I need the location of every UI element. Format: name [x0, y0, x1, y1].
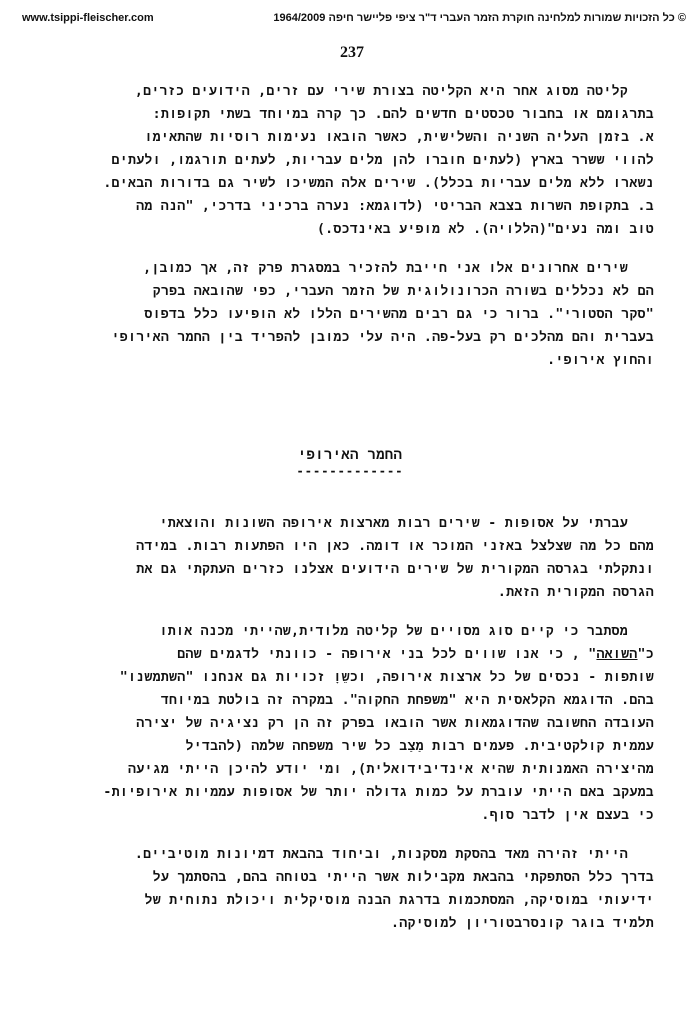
- text-line: שירים אחרונים אלו אני חייבת להזכיר במסגרת פרק זה, אך כמובן,: [143, 261, 628, 276]
- text-line: עברתי על אסופות - שירים רבות מארצות אירופה השונות והוצאתי: [159, 516, 628, 531]
- text-line: במעקב באם הייתי עוברת על כמות גדולה יותר של אסופות עממיות אירופיות-: [103, 785, 654, 800]
- section-heading-underline: -------------: [296, 464, 404, 478]
- text-line: ונתקלתי בגרסה המקורית של שירים הידועים אצלנו כזרים העתקתי גם את: [136, 562, 654, 577]
- text-line: העובדה החשובה שהדוגמאות אשר הובאו בפרק זה הן רק נציגיה של יצירה: [136, 716, 654, 731]
- text-line: בהם. הדוגמא הקלאסית היא "משפחת החקוה". במקרה זה בולטת במיוחד: [160, 693, 654, 708]
- paragraph-1: [46, 80, 654, 241]
- text-line: הגרסה המקורית הזאת.: [497, 585, 654, 600]
- text-line: "סקר הסטורי". ברור כי גם רבים מהשירים הללו לא הופיעו כלל בדפוס: [144, 307, 654, 322]
- text-line: ב. בתקופת השרות בצבא הבריטי (לדוגמא: נערה ברכיני בדרכי, "הנה מה: [136, 199, 654, 214]
- paragraph-5: [46, 843, 654, 935]
- text-line: שותפות - נכסים של כל ארצות אירופה, וכשֵוָ זכויות גם אנחנו "השתמשנו": [119, 670, 654, 685]
- text-line: עממית קולקטיבית. פעמים רבות מַצַב כל שיר משפחה שלמה (להבדיל: [185, 739, 654, 754]
- document-body: [46, 80, 654, 935]
- page-header: [0, 0, 700, 30]
- text-line: [46, 643, 654, 666]
- copyright-notice: © כל הזכויות שמורות למלחינה חוקרת הזמר העברי ד"ר ציפי פליישר חיפה 1964/2009: [273, 12, 686, 24]
- text-line: מסתבר כי קיים סוג מסויים של קליטה מלודית,שהייתי מכנה אותו: [159, 624, 628, 639]
- text-line: קליטה מסוג אחר היא הקליטה בצורת שירי עם זרים, הידועים כזרים,: [134, 84, 628, 99]
- text-line: ידיעותי במוסיקה, המסתכמות בדרגת הבנה מוסיקלית ויכולת נתוחית של: [144, 893, 654, 908]
- text-line: תלמיד בוגר קונסרבטוריון למוסיקה.: [391, 916, 654, 931]
- text-line: נשארו ללא מלים עבריות בכלל). שירים אלה המשיכו לשיר גם בדורות הבאים.: [103, 176, 654, 191]
- text-line: בעברית והם מהלכים רק בעל-פה. היה עלי כמובן להפריד בין החמר האירופי: [111, 330, 654, 345]
- text-line: בתרגומם או בחבור טכסטים חדשים להם. כך קרה במיוחד בשתי תקופות:: [152, 107, 654, 122]
- section-heading: החמר האירופי: [297, 447, 403, 463]
- text-line: והחוץ אירופי.: [547, 353, 654, 368]
- text-line: א. בזמן העליה השניה והשלישית, כאשר הובאו נעימות רוסיות שהתאימו: [144, 130, 654, 145]
- quote-open: כ": [637, 647, 654, 662]
- text-line: כי בעצם אין לדבר סוף.: [481, 808, 654, 823]
- paragraph-3: [46, 512, 654, 604]
- text-line: הייתי זהירה מאד בהסקת מסקנות, וביחוד בהבאת דמיונות מוטיביים.: [134, 847, 628, 862]
- underlined-term: השואה: [596, 647, 638, 662]
- paragraph-2: [46, 257, 654, 372]
- text-segment: " , כי אנו שווים לכל בני אירופה - כוונתי לדגמים שהם: [177, 647, 597, 662]
- text-line: טוב ומה נעים"(הללויה). לא מופיע באינדכס.): [316, 222, 654, 237]
- paragraph-4: [46, 620, 654, 827]
- text-line: להווי ששרר בארץ (לעתים חוברו להן מלים עבריות, לעתים תורגמו, ולעתים: [111, 153, 654, 168]
- text-line: מהם כל מה שצלצל באזני המוכר או דומה. כאן היו הפתעות רבות. במידה: [136, 539, 654, 554]
- website-url: www.tsippi-fleischer.com: [22, 12, 154, 24]
- text-line: מהיצירה האמנותית שהיא אינדיבידואלית), ומי יודע להיכן הייתי מגיעה: [128, 762, 654, 777]
- text-line: בדרך כלל הסתפקתי בהבאת מקבילות אשר הייתי בטוחה בהם, בהסתמך על: [152, 870, 654, 885]
- text-line: הם לא נכללים בשורה הכרונולוגית של הזמר העברי, כפי שהובאה בפרק: [152, 284, 654, 299]
- page-number: 237: [340, 44, 364, 61]
